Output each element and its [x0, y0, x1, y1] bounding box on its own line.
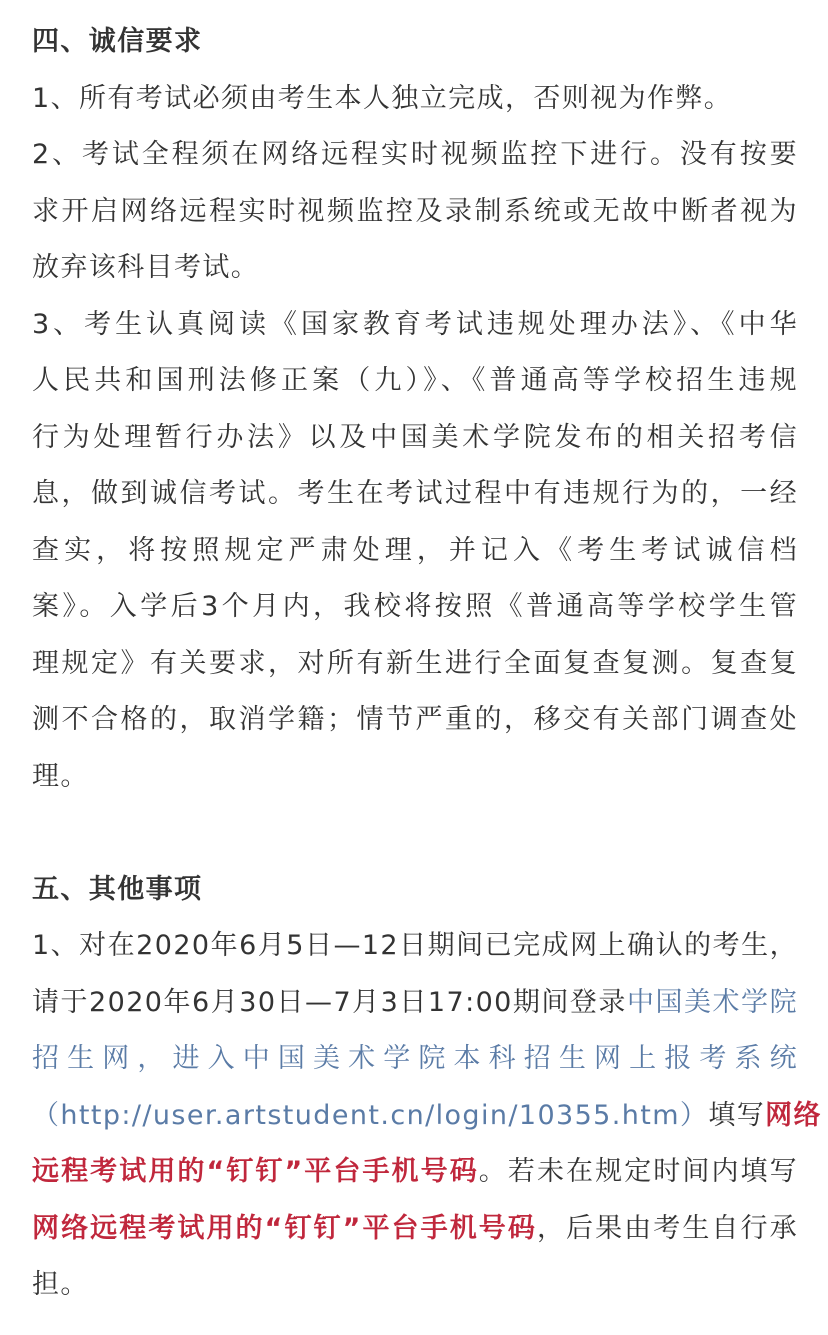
section-4-item-3-line-6: 案》。入学后3个月内，我校将按照《普通高等学校学生管	[32, 591, 798, 622]
section-4-item-3-line-1: 3、考生认真阅读《国家教育考试违规处理办法》、《中华	[32, 308, 798, 340]
article-body	[32, 14, 822, 1314]
section-spacer	[32, 805, 798, 862]
section-4-item-3-line-5: 查实，将按照规定严肃处理，并记入《考生考试诚信档	[32, 534, 798, 566]
system-url-link[interactable]: （http://user.artstudent.cn/login/10355.htm）	[32, 1099, 709, 1131]
highlight-text: 网络远程考试用的“钉钉”平台手机号码	[32, 1212, 537, 1244]
line-text: ，后果由考生自行承	[536, 1212, 798, 1244]
section-4-item-1: 1、所有考试必须由考生本人独立完成，否则视为作弊。	[32, 82, 733, 114]
line-text: 请于2020年6月30日—7月3日17:00期间登录	[32, 986, 627, 1018]
admissions-site-link[interactable]: 中国美术学院	[626, 986, 798, 1018]
section-5-item-1-line-7: 担。	[32, 1269, 89, 1300]
section-5-item-1-line-5	[32, 1144, 798, 1201]
highlight-text: 网络	[765, 1099, 822, 1131]
section-4-item-3-line-9: 理。	[32, 760, 89, 792]
section-4-item-3-line-2: 人民共和国刑法修正案（九）》、《普通高等学校招生违规	[32, 365, 798, 396]
section-4-item-3-line-7: 理规定》有关要求，对所有新生进行全面复查复测。复查复	[32, 647, 798, 679]
admissions-system-link[interactable]: 招生网，进入中国美术学院本科招生网上报考系统	[32, 1043, 798, 1074]
section-5-item-1-line-4	[32, 1088, 822, 1145]
line-text: 。若未在规定时间内填写	[478, 1156, 799, 1187]
section-4-item-3-line-3: 行为处理暂行办法》以及中国美术学院发布的相关招考信	[32, 421, 798, 453]
section-5-item-1-line-1: 1、对在2020年6月5日—12日期间已完成网上确认的考生，	[32, 930, 798, 961]
section-4-item-2-line-3: 放弃该科目考试。	[32, 252, 260, 283]
line-text: 填写	[708, 1099, 766, 1131]
highlight-text: 远程考试用的“钉钉”平台手机号码	[32, 1156, 479, 1187]
section-4-item-3-line-8: 测不合格的，取消学籍；情节严重的，移交有关部门调查处	[32, 704, 798, 735]
section-4-item-2-line-1: 2、考试全程须在网络远程实时视频监控下进行。没有按要	[32, 139, 798, 170]
section-4-item-3-line-4: 息，做到诚信考试。考生在考试过程中有违规行为的，一经	[32, 478, 798, 509]
section-5-heading: 五、其他事项	[32, 873, 203, 905]
section-4-heading: 四、诚信要求	[32, 26, 203, 57]
section-4-item-2-line-2: 求开启网络远程实时视频监控及录制系统或无故中断者视为	[32, 195, 798, 227]
section-5-item-1-line-6	[32, 1201, 798, 1258]
section-5-item-1-line-2	[32, 975, 798, 1032]
